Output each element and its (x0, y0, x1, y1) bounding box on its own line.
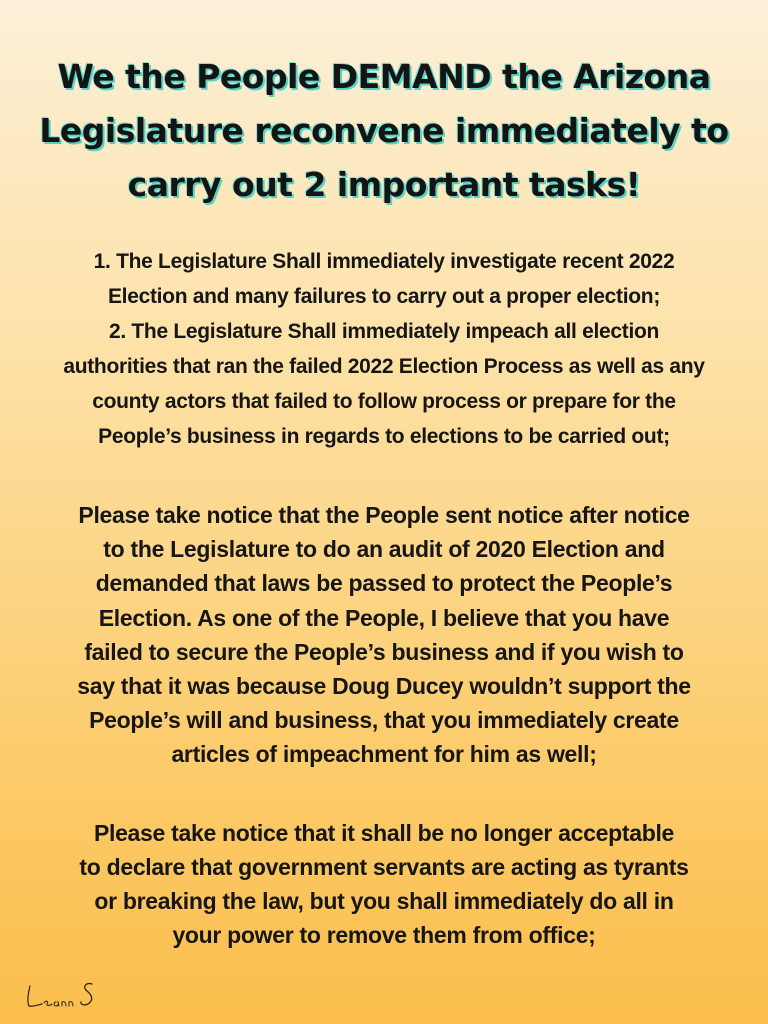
task-line: People’s business in regards to elections to be carried out; (98, 425, 670, 448)
notice-line: Please take notice that the People sent notice after notice (78, 502, 690, 528)
notice-line: to the Legislature to do an audit of 2020 Election and (103, 536, 665, 563)
notice-audit-paragraph (30, 498, 738, 772)
headline-line: We the People DEMAND the Arizona (57, 57, 711, 96)
headline-line: Legislature reconvene immediately to (39, 111, 729, 150)
notice-line: or breaking the law, but you shall immediately do all in (94, 888, 674, 914)
tasks-paragraph (10, 244, 758, 454)
notice-line: failed to secure the People’s business and if you wish to (84, 638, 684, 665)
notice-line: Election. As one of the People, I believe that you have (98, 604, 670, 631)
notice-line: demanded that laws be passed to protect the People’s (95, 570, 673, 597)
notice-line: Please take notice that it shall be no longer acceptable (93, 820, 675, 846)
notice-line: articles of impeachment for him as well; (171, 741, 597, 768)
notice-line: your power to remove them from office; (172, 922, 596, 948)
task-line: authorities that ran the failed 2022 Election Process as well as any (63, 355, 705, 378)
task-line: county actors that failed to follow process or prepare for the (92, 390, 676, 413)
notice-line: to declare that government servants are acting as tyrants (79, 854, 689, 880)
notice-removal-paragraph (20, 816, 748, 952)
task-line: Election and many failures to carry out a proper election; (107, 285, 661, 308)
notice-line: say that it was because Doug Ducey wouldn’t support the (77, 673, 691, 700)
notice-line: People’s will and business, that you immediately create (89, 707, 679, 734)
headline-line: carry out 2 important tasks! (127, 165, 641, 204)
task-line: 2. The Legislature Shall immediately impeach all election (108, 320, 660, 343)
task-line: 1. The Legislature Shall immediately investigate recent 2022 (93, 250, 675, 273)
signature (24, 978, 104, 1012)
headline (20, 50, 748, 212)
